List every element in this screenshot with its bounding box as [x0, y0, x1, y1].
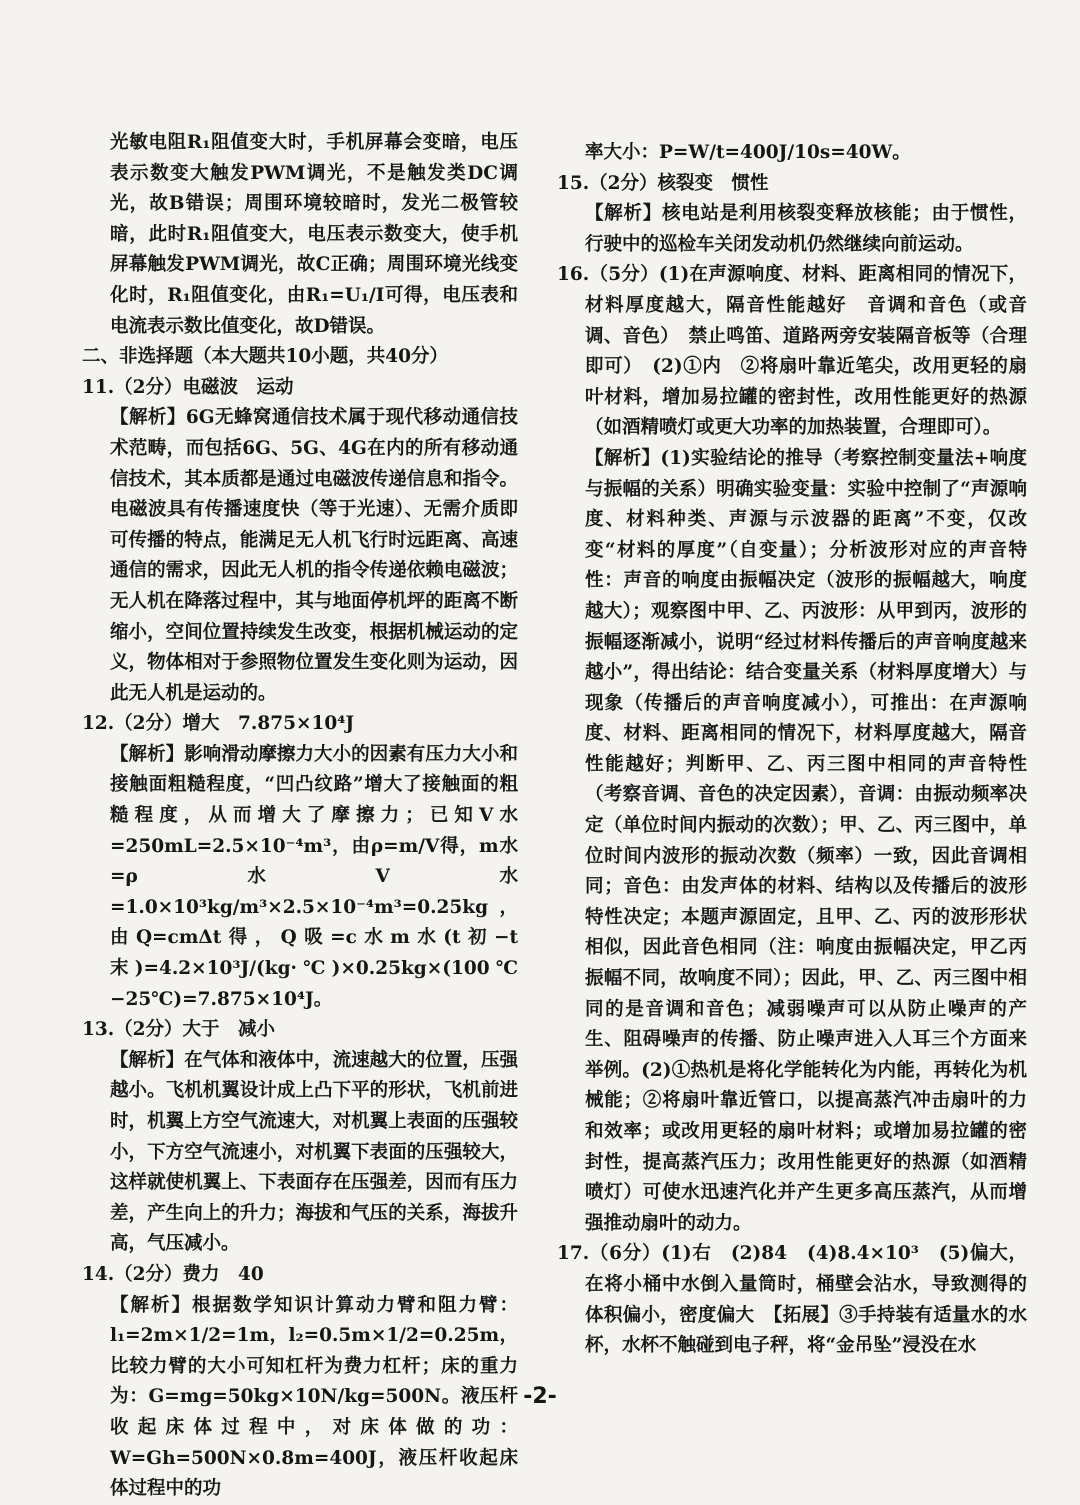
q12-answer: 12.（2分）增大 7.875×10⁴J [82, 713, 355, 735]
q13-answer: 13.（2分）大于 减小 [82, 1019, 276, 1041]
q14-continuation: 率大小：P=W/t=400J/10s=40W。 [585, 142, 911, 163]
q17-answer: 17.（6分）(1)右 (2)84 (4)8.4×10³ (5)偏大，在将小桶中水倒入量筒时，桶壁会沾水，导致测得的体积偏小，密度偏大 【拓展】③手持装有适量水的水杯，水杯不触碰到电子秤，将“金吊坠”浸没在水 [557, 1243, 1027, 1357]
right-column [557, 138, 1027, 1362]
q14-answer: 14.（2分）费力 40 [82, 1263, 264, 1285]
q11-answer: 11.（2分）电磁波 运动 [82, 376, 294, 398]
q14-analysis: 【解析】根据数学知识计算动力臂和阻力臂：l₁=2m×1/2=1m，l₂=0.5m×1/2=0.25m，比较力臂的大小可知杠杆为费力杠杆；床的重力为：G=mg=50kg×10N/kg=500N。液压杆收起床体过程中，对床体做的功：W=Gh=500N×0.8m=400J，液压杆收起床体过程中的功 [110, 1294, 518, 1500]
q13-analysis: 【解析】在气体和液体中，流速越大的位置，压强越小。飞机机翼设计成上凸下平的形状，飞机前进时，机翼上方空气流速大，对机翼上表面的压强较小，下方空气流速小，对机翼下表面的压强较大，这样就使机翼上、下表面存在压强差，因而有压力差，产生向上的升力；海拔和气压的关系，海拔升高，气压减小。 [110, 1049, 518, 1255]
q16-analysis: 【解析】(1)实验结论的推导（考察控制变量法+响度与振幅的关系）明确实验变量：实验中控制了“声源响度、材料种类、声源与示波器的距离”不变，仅改变“材料的厚度”（自变量）；分析波形对应的声音特性：声音的响度由振幅决定（波形的振幅越大，响度越大）；观察图中甲、乙、丙波形：从甲到丙，波形的振幅逐渐减小，说明“经过材料传播后的声音响度越来越小”，得出结论：结合变量关系（材料厚度增大）与现象（传播后的声音响度减小），可推出：在声源响度、材料、距离相同的情况下，材料厚度越大，隔音性能越好；判断甲、乙、丙三图中相同的声音特性（考察音调、音色的决定因素），音调：由振动频率决定（单位时间内振动的次数）；甲、乙、丙三图中，单位时间内波形的振动次数（频率）一致，因此音调相同；音色：由发声体的材料、结构以及传播后的波形特性决定；本题声源固定，且甲、乙、丙的波形形状相似，因此音色相同（注：响度由振幅决定，甲乙丙振幅不同，故响度不同）；因此，甲、乙、丙三图中相同的是音调和音色；减弱噪声可以从防止噪声的产生、阻碍噪声的传播、防止噪声进入人耳三个方面来举例。(2)①热机是将化学能转化为内能，再转化为机械能；②将扇叶靠近管口，以提高蒸汽冲击扇叶的力和效率；或改用更轻的扇叶材料；或增加易拉罐的密封性，提高蒸汽压力；改用性能更好的热源（如酒精喷灯）可使水迅速汽化并产生更多高压蒸汽，从而增强推动扇叶的动力。 [585, 447, 1027, 1234]
q11-analysis: 【解析】6G无蜂窝通信技术属于现代移动通信技术范畴，而包括6G、5G、4G在内的所有移动通信技术，其本质都是通过电磁波传递信息和指令。电磁波具有传播速度快（等于光速）、无需介质即可传播的特点，能满足无人机飞行时远距离、高速通信的需求，因此无人机的指令传递依赖电磁波；无人机在降落过程中，其与地面停机坪的距离不断缩小，空间位置持续发生改变，根据机械运动的定义，物体相对于参照物位置发生变化则为运动，因此无人机是运动的。 [110, 407, 518, 704]
q15-analysis: 【解析】核电站是利用核裂变释放核能；由于惯性，行驶中的巡检车关闭发动机仍然继续向前运动。 [585, 203, 1027, 255]
section-heading: 二、非选择题（本大题共10小题，共40分） [82, 346, 448, 368]
page-number: -2- [523, 1384, 557, 1409]
q10-continuation: 光敏电阻R₁阻值变大时，手机屏幕会变暗，电压表示数变大触发PWM调光，不是触发类DC调光，故B错误；周围环境较暗时，发光二极管较暗，此时R₁阻值变大，电压表示数变大，使手机屏幕触发PWM调光，故C正确；周围环境光线变化时，R₁阻值变化，由R₁=U₁/I可得，电压表和电流表示数比值变化，故D错误。 [110, 132, 518, 337]
q16-answer: 16.（5分）(1)在声源响度、材料、距离相同的情况下，材料厚度越大，隔音性能越好 音调和音色（或音调、音色） 禁止鸣笛、道路两旁安装隔音板等（合理即可） (2)①内 ②将扇叶靠近笔尖，改用更轻的扇叶材料，增加易拉罐的密封性，改用性能更好的热源（如酒精喷灯或更大功率的加热装置，合理即可）。 [557, 264, 1027, 439]
q12-analysis: 【解析】影响滑动摩擦力大小的因素有压力大小和接触面粗糙程度，“凹凸纹路”增大了接触面的粗糙程度，从而增大了摩擦力；已知V水=250mL=2.5×10⁻⁴m³，由ρ=m/V得，m水=ρ水V水=1.0×10³kg/m³×2.5×10⁻⁴m³=0.25kg，由Q=cmΔt得，Q吸=c水m水(t初−t末)=4.2×10³J/(kg·℃)×0.25kg×(100℃−25℃)=7.875×10⁴J。 [110, 743, 518, 1010]
q15-answer: 15.（2分）核裂变 惯性 [557, 172, 769, 194]
left-column [82, 128, 518, 1505]
